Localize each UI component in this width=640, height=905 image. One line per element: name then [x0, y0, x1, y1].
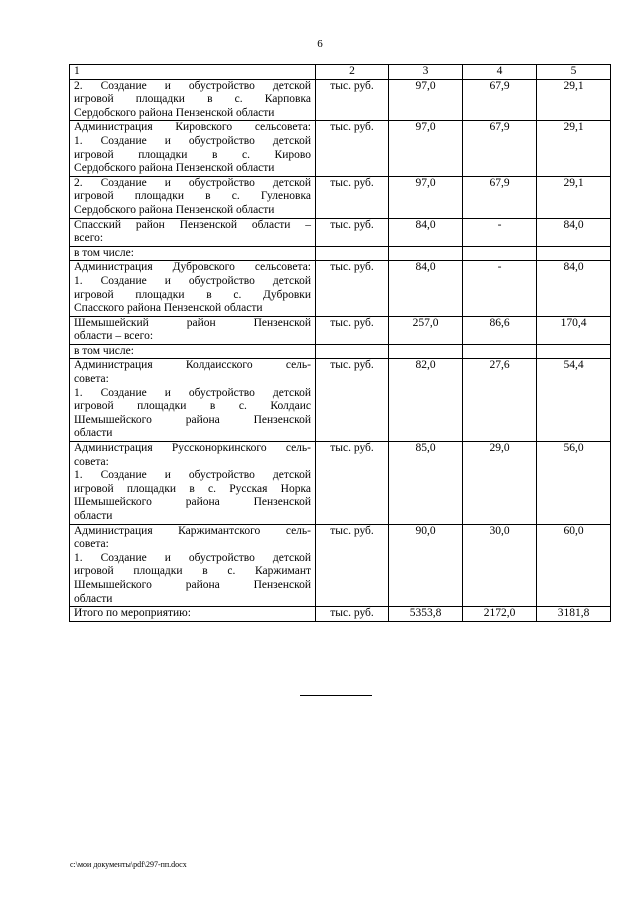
row-value-col5: 56,0 [537, 442, 611, 525]
row-unit [316, 344, 389, 359]
table-row [70, 79, 611, 121]
row-value-col5: 29,1 [537, 121, 611, 176]
description-line: области – всего: [74, 330, 154, 343]
row-unit: тыс. руб. [316, 316, 389, 344]
row-value-col4: 67,9 [463, 176, 537, 218]
description-line: 2. Создание и обустройство детской [74, 79, 311, 92]
description-line: игровой площадки в с. Карповка [74, 93, 311, 106]
page-number: 6 [317, 38, 323, 50]
row-value-col4: 67,9 [463, 79, 537, 121]
row-description [70, 261, 316, 316]
table-row [70, 344, 611, 359]
header-col-1: 1 [70, 65, 316, 80]
description-line: Сердобского района Пензенской области [74, 203, 275, 216]
row-unit: тыс. руб. [316, 79, 389, 121]
separator-line [300, 695, 372, 696]
description-line: игровой площадки в с. Дубровки [74, 288, 311, 301]
row-description [70, 218, 316, 246]
row-value-col4: 27,6 [463, 359, 537, 442]
description-line: всего: [74, 232, 104, 245]
row-description [70, 246, 316, 261]
row-total: 97,0 [389, 176, 463, 218]
row-total: 90,0 [389, 524, 463, 607]
table-header-row [70, 65, 611, 80]
row-description [70, 316, 316, 344]
row-value-col4: - [463, 218, 537, 246]
row-total: 84,0 [389, 261, 463, 316]
row-total: 84,0 [389, 218, 463, 246]
row-description [70, 442, 316, 525]
description-line: Администрация Колдаисского сель- [74, 359, 311, 372]
row-value-col4 [463, 246, 537, 261]
row-total: 257,0 [389, 316, 463, 344]
table-row [70, 442, 611, 525]
description-line: совета: [74, 538, 109, 551]
row-unit: тыс. руб. [316, 524, 389, 607]
description-line: области [74, 510, 113, 522]
table-row [70, 316, 611, 344]
row-total: 85,0 [389, 442, 463, 525]
row-total: 5353,8 [389, 607, 463, 622]
description-line: области [74, 592, 113, 605]
row-description [70, 79, 316, 121]
row-total [389, 246, 463, 261]
description-line: Шемышейский район Пензенской [74, 316, 311, 329]
row-total: 82,0 [389, 359, 463, 442]
description-line: в том числе: [74, 344, 134, 357]
row-description [70, 176, 316, 218]
table-row [70, 261, 611, 316]
description-line: игровой площадки в с. Колдаис [74, 400, 311, 413]
row-unit: тыс. руб. [316, 261, 389, 316]
row-unit: тыс. руб. [316, 442, 389, 525]
description-line: совета: [74, 373, 109, 386]
row-value-col5: 60,0 [537, 524, 611, 607]
table-row [70, 246, 611, 261]
table-row [70, 524, 611, 607]
description-line: 2. Создание и обустройство детской [74, 176, 311, 189]
description-line: Спасский район Пензенской области – [74, 218, 311, 231]
description-line: Шемышейского района Пензенской [74, 413, 311, 426]
row-total [389, 344, 463, 359]
description-line: Администрация Кировского сельсовета: [74, 121, 311, 134]
row-value-col4: 30,0 [463, 524, 537, 607]
row-unit: тыс. руб. [316, 218, 389, 246]
table-row [70, 121, 611, 176]
description-line: 1. Создание и обустройство детской [74, 386, 311, 399]
table-row [70, 607, 611, 622]
description-line: игровой площадки в с. Каржимант [74, 565, 311, 578]
description-line: в том числе: [74, 246, 134, 259]
header-col-5: 5 [537, 65, 611, 80]
row-value-col4: 86,6 [463, 316, 537, 344]
row-unit: тыс. руб. [316, 121, 389, 176]
row-unit [316, 246, 389, 261]
description-line: Администрация Каржимантского сель- [74, 524, 311, 537]
description-line: игровой площадки в с. Кирово [74, 148, 311, 161]
row-value-col4: 67,9 [463, 121, 537, 176]
header-col-3: 3 [389, 65, 463, 80]
row-value-col5: 29,1 [537, 176, 611, 218]
row-description [70, 344, 316, 359]
row-value-col4 [463, 344, 537, 359]
description-line: Сердобского района Пензенской области [74, 162, 275, 175]
row-total: 97,0 [389, 79, 463, 121]
row-description [70, 524, 316, 607]
row-description [70, 359, 316, 442]
row-unit: тыс. руб. [316, 176, 389, 218]
description-line: 1. Создание и обустройство детской [74, 551, 311, 564]
row-value-col5: 3181,8 [537, 607, 611, 622]
description-line: игровой площадки в с. Русская Норка [74, 482, 311, 495]
description-line: 1. Создание и обустройство детской [74, 274, 311, 287]
row-value-col4: - [463, 261, 537, 316]
header-col-2: 2 [316, 65, 389, 80]
description-line: области [74, 427, 113, 440]
table-row [70, 218, 611, 246]
row-value-col5: 29,1 [537, 79, 611, 121]
row-description [70, 607, 316, 622]
description-line: Шемышейского района Пензенской [74, 496, 311, 509]
row-total: 97,0 [389, 121, 463, 176]
table-row [70, 359, 611, 442]
header-col-4: 4 [463, 65, 537, 80]
row-value-col5: 54,4 [537, 359, 611, 442]
row-value-col5: 170,4 [537, 316, 611, 344]
description-line: Сердобского района Пензенской области [74, 106, 275, 119]
budget-table [69, 64, 611, 622]
row-value-col5: 84,0 [537, 261, 611, 316]
row-unit: тыс. руб. [316, 359, 389, 442]
row-value-col4: 2172,0 [463, 607, 537, 622]
description-line: Шемышейского района Пензенской [74, 578, 311, 591]
row-value-col5 [537, 344, 611, 359]
description-line: игровой площадки в с. Гуленовка [74, 190, 311, 203]
row-value-col5 [537, 246, 611, 261]
table-row [70, 176, 611, 218]
row-value-col4: 29,0 [463, 442, 537, 525]
row-value-col5: 84,0 [537, 218, 611, 246]
description-line: Спасского района Пензенской области [74, 302, 263, 315]
description-line: совета: [74, 455, 109, 468]
description-line: 1. Создание и обустройство детской [74, 469, 311, 482]
row-description [70, 121, 316, 176]
footer-file-path: c:\мои документы\pdf\297-пп.docx [70, 860, 187, 869]
description-line: Администрация Руссконоркинского сель- [74, 442, 311, 455]
description-line: Администрация Дубровского сельсовета: [74, 261, 311, 274]
row-unit: тыс. руб. [316, 607, 389, 622]
description-line: 1. Создание и обустройство детской [74, 134, 311, 147]
description-line: Итого по мероприятию: [74, 607, 191, 620]
